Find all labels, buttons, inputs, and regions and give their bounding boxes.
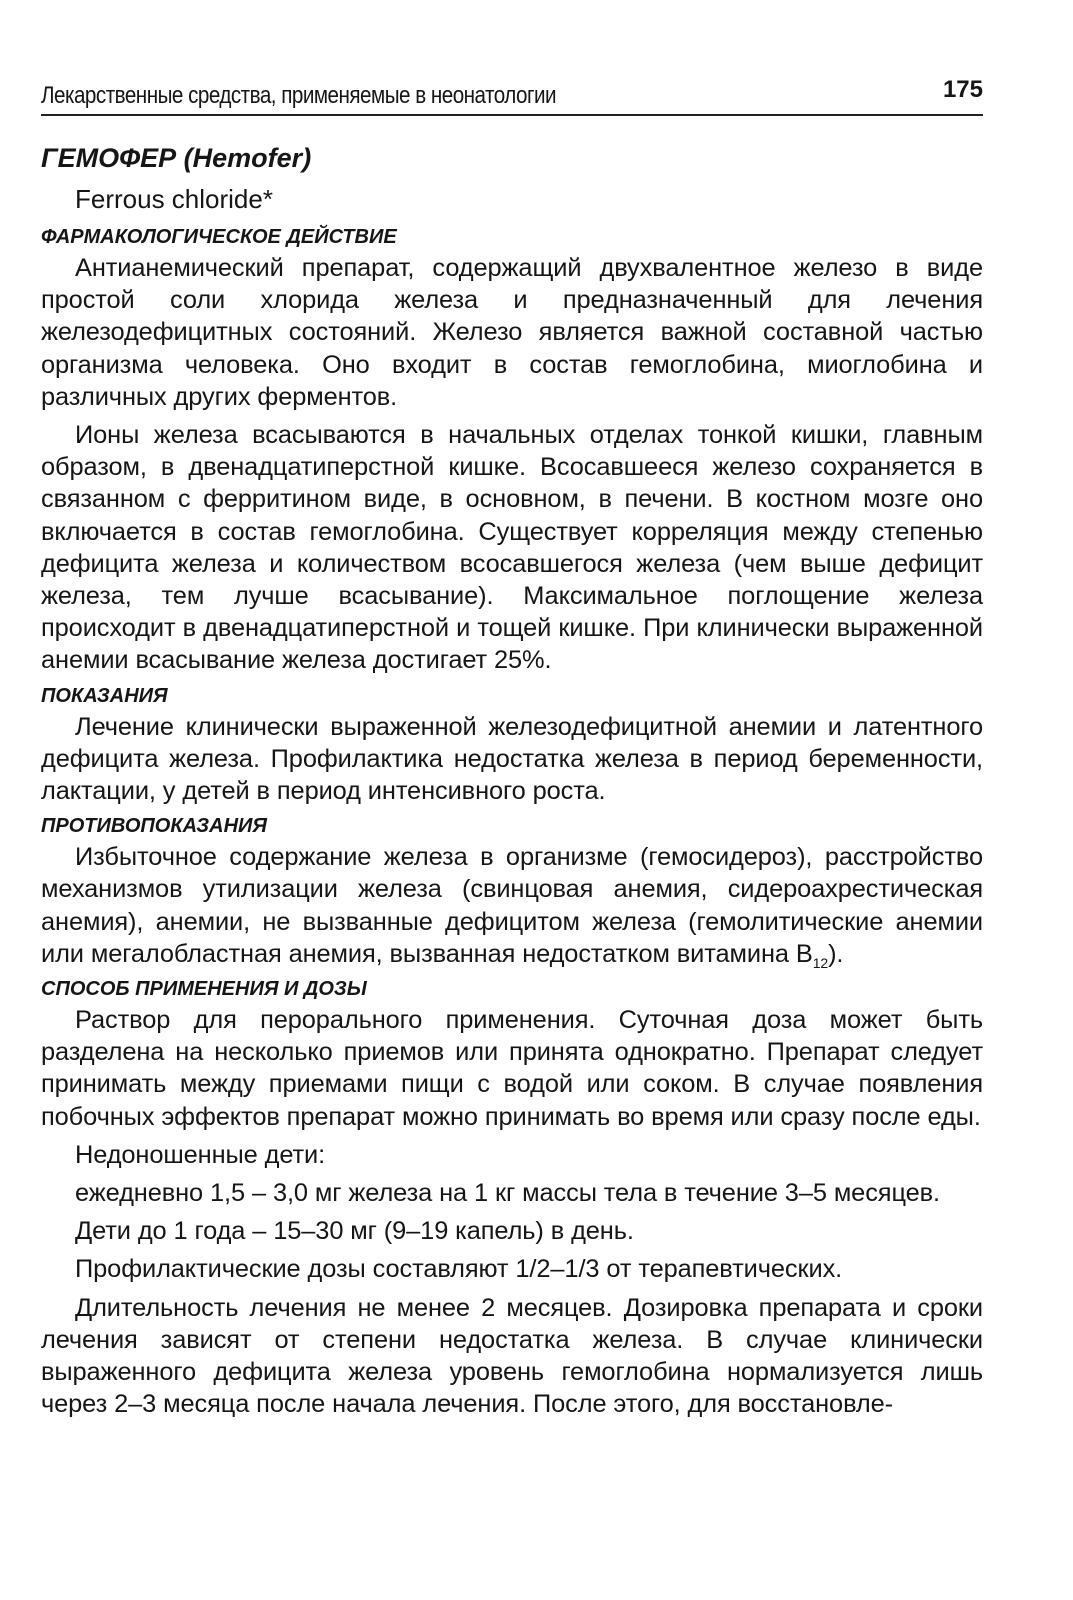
section-pharmacology	[41, 222, 983, 677]
paragraph: Профилактические дозы составляют 1/2–1/3 от терапевтических.	[75, 1255, 843, 1284]
section-contraindications	[41, 811, 983, 970]
running-title: Лекарственные средства, применяемые в неонатологии	[41, 82, 557, 109]
vitamin-subscript: 12	[812, 954, 829, 971]
section-heading-pharmacology: ФАРМАКОЛОГИЧЕСКОЕ ДЕЙСТВИЕ	[41, 226, 397, 248]
page-number: 175	[942, 76, 983, 103]
generic-name: Ferrous chloride*	[75, 184, 273, 214]
section-indications	[41, 681, 983, 808]
book-page	[41, 64, 983, 1421]
paragraph: Ионы железа всасываются в начальных отделах тонкой кишки, главным образом, в двенадцатиперстной кишке. Всосавшееся железо сохраняется в связанном с ферритином виде, в основном, в печени. В костном мозге оно включается в состав гемоглобина. Существует корреляция между степенью дефицита железа и количеством всосавшегося железа (чем выше дефицит железа, тем лучше всасывание). Максимальное поглощение железа происходит в двенадцатиперстной и тощей кишке. При клинически выраженной анемии всасывание железа достигает 25%.	[41, 421, 983, 675]
running-header	[41, 64, 983, 116]
contraindications-text: Избыточное содержание железа в организме (гемосидероз), расстройство механизмов утилизации железа (свинцовая анемия, сидероахрестическая анемия), анемии, не вызванные дефицитом железа (гемолитические анемии или мегалобластная анемия, вызванная недостатком витамина B	[41, 843, 983, 968]
paragraph	[41, 841, 983, 970]
contraindications-text-end: ).	[828, 939, 844, 968]
paragraph: Раствор для перорального применения. Суточная доза может быть разделена на несколько приемов или принята однократно. Препарат следует принимать между приемами пищи с водой или соком. В случае появления побочных эффектов препарат можно принимать во время или сразу после еды.	[41, 1006, 983, 1131]
section-heading-dosage: СПОСОБ ПРИМЕНЕНИЯ И ДОЗЫ	[41, 978, 367, 1001]
paragraph: ежедневно 1,5 – 3,0 мг железа на 1 кг массы тела в течение 3–5 месяцев.	[75, 1179, 940, 1208]
section-heading-indications: ПОКАЗАНИЯ	[41, 684, 168, 707]
drug-title: ГЕМОФЕР (Hemofer)	[41, 143, 312, 173]
paragraph: Дети до 1 года – 15–30 мг (9–19 капель) в день.	[75, 1217, 634, 1246]
section-heading-contraindications: ПРОТИВОПОКАЗАНИЯ	[41, 815, 268, 838]
paragraph: Лечение клинически выраженной железодефицитной анемии и латентного дефицита железа. Профилактика недостатка железа в период беременности, лактации, у детей в период интенсивного роста.	[41, 712, 983, 806]
paragraph: Длительность лечения не менее 2 месяцев. Дозировка препарата и сроки лечения зависят от степени недостатка железа. В случае клинически выраженного дефицита железа уровень гемоглобина нормализуется лишь через 2–3 месяца после начала лечения. После этого, для восстановле-	[41, 1293, 983, 1419]
paragraph: Антианемический препарат, содержащий двухвалентное железо в виде простой соли хлорида железа и предназначенный для лечения железодефицитных состояний. Железо является важной составной частью организма человека. Оно входит в состав гемоглобина, миоглобина и различных других ферментов.	[41, 254, 983, 411]
paragraph: Недоношенные дети:	[75, 1140, 326, 1169]
section-dosage	[41, 974, 983, 1420]
